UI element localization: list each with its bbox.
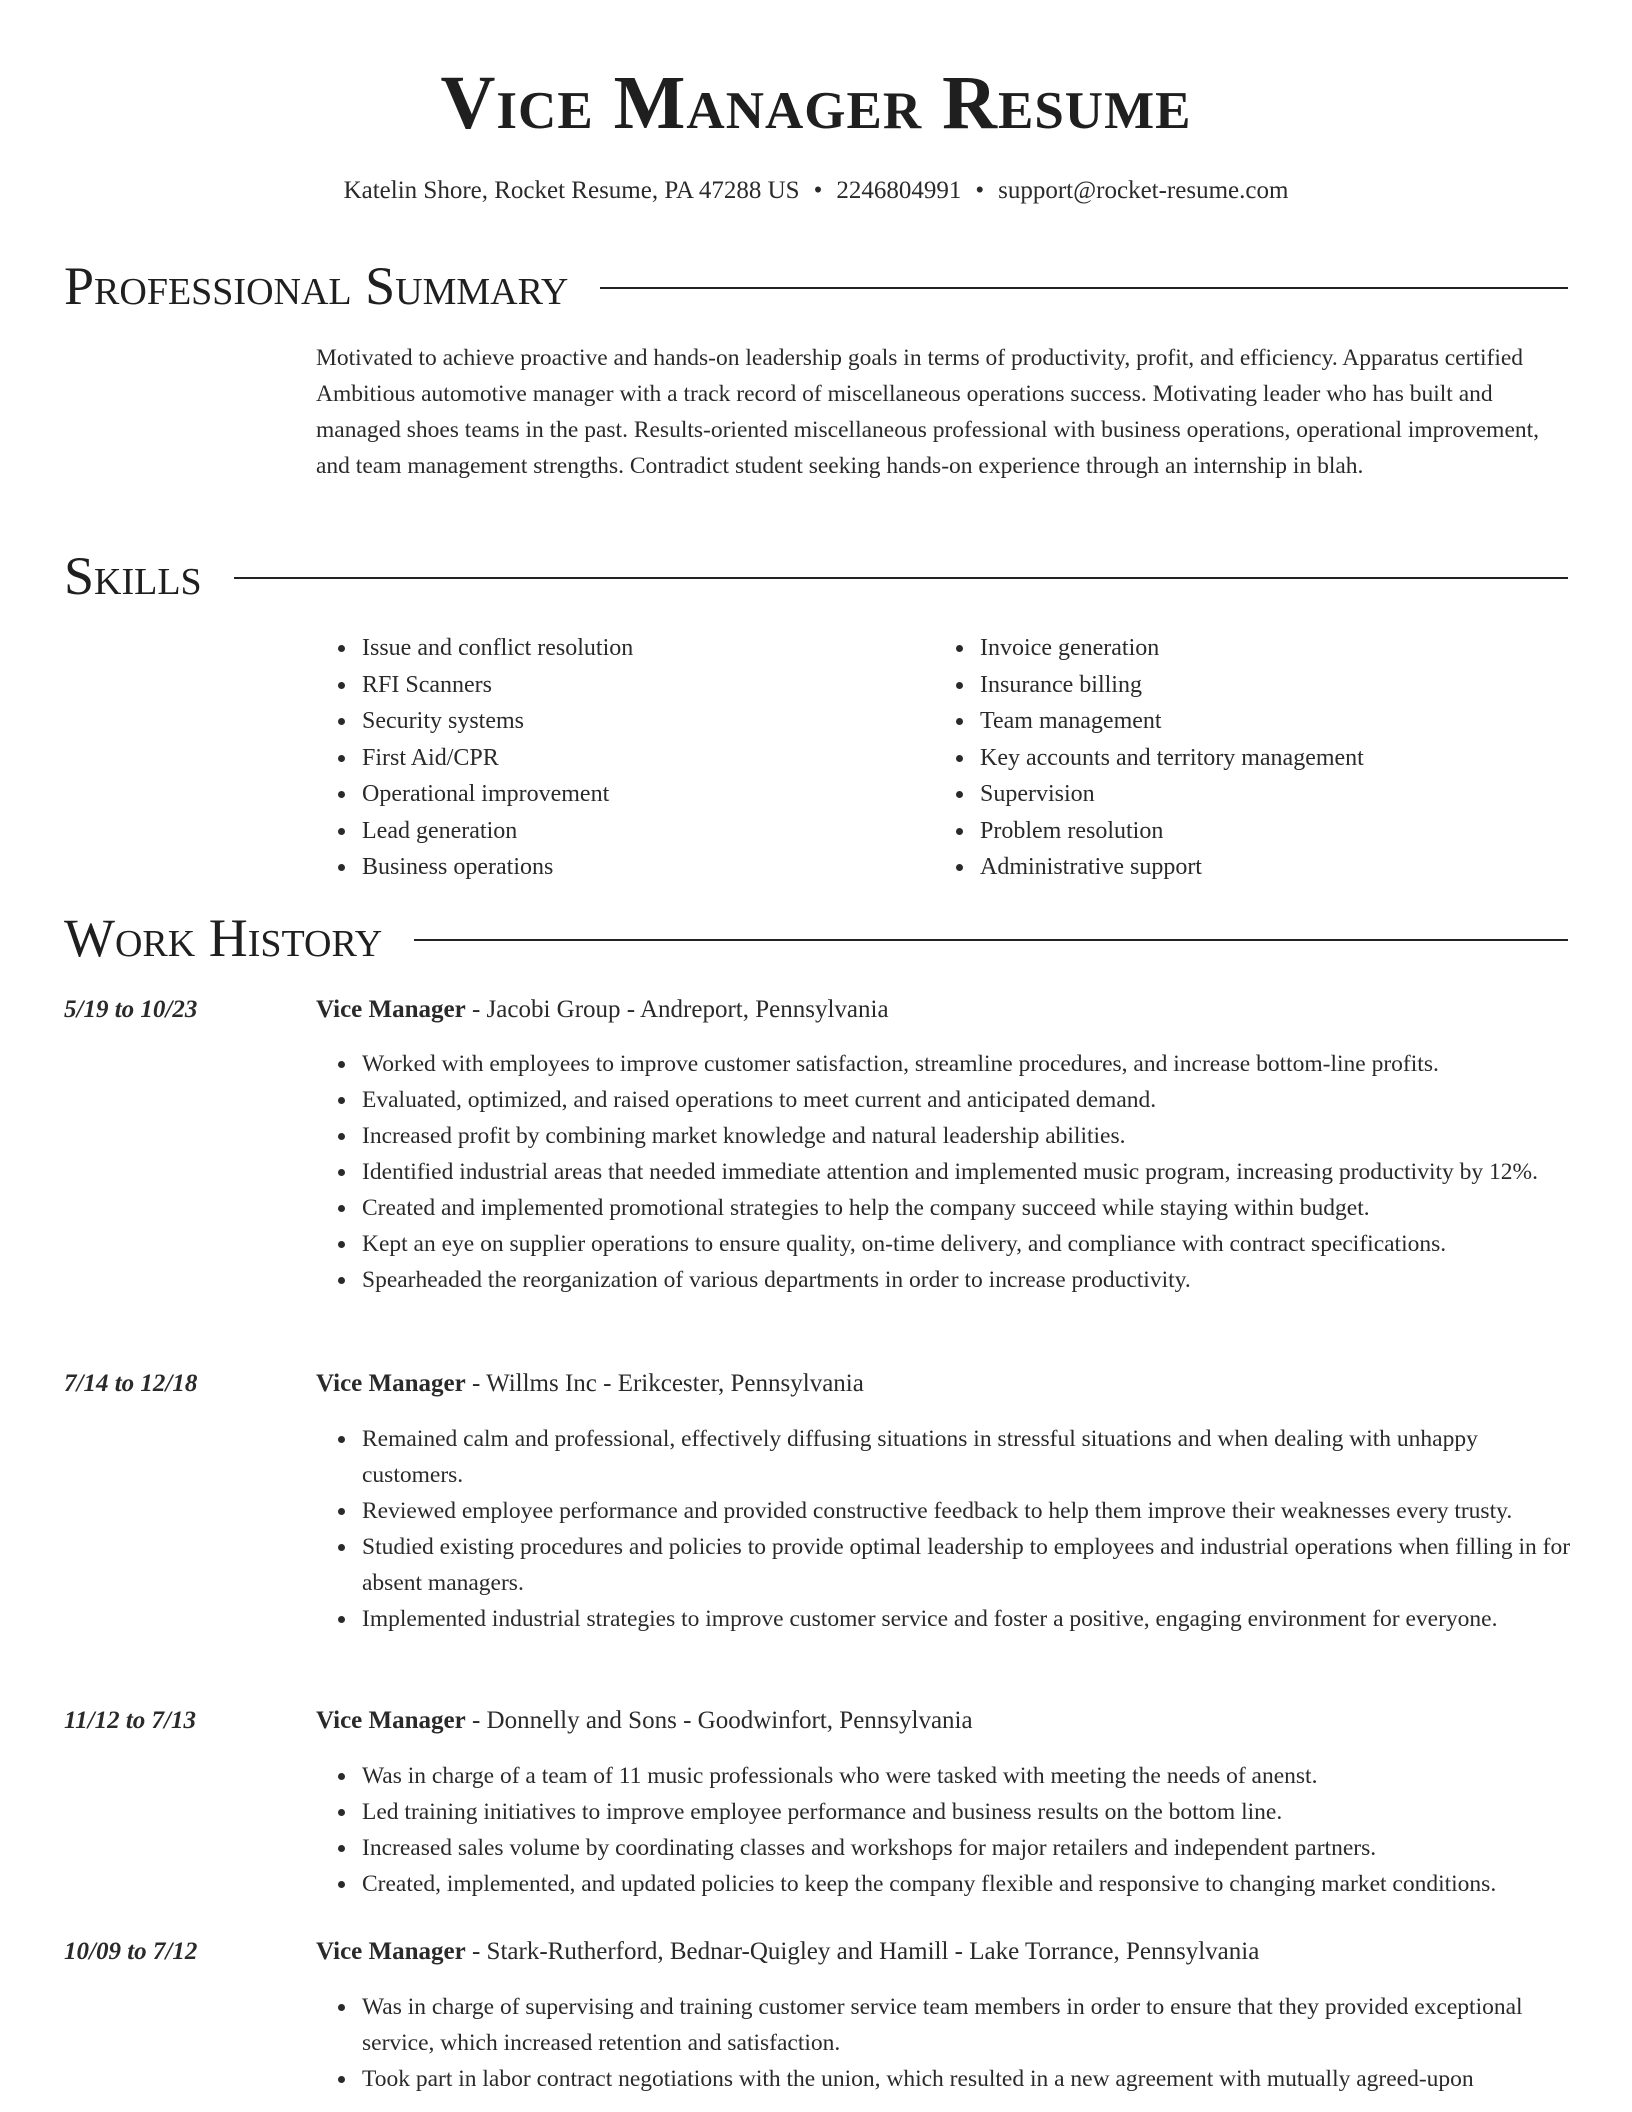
section-divider	[234, 577, 1568, 579]
job-role: Vice Manager	[316, 996, 466, 1023]
job-bullet: • Evaluated, optimized, and raised operations to meet current and anticipated demand.	[358, 1082, 1574, 1118]
job-role: Vice Manager	[316, 1938, 466, 1965]
job-bullet: • Led training initiatives to improve employee performance and business results on the bottom line.	[358, 1794, 1574, 1830]
summary-text: Motivated to achieve proactive and hands-on leadership goals in terms of productivity, profit, and efficiency. Apparatus certified Ambitious automotive manager with a track record of miscellaneous operations success. Motivating leader who has built and managed shoes teams in the past. Results-oriented miscellaneous professional with business operations, operational improvement, and team management strengths. Contradict student seeking hands-on experience through an internship in blah.	[316, 345, 1540, 479]
job-title-line	[316, 993, 889, 1027]
contact-separator: •	[813, 177, 823, 204]
skill-item: • Business operations	[358, 849, 633, 886]
job-bullet: • Reviewed employee performance and provided constructive feedback to help them improve their weaknesses every trusty.	[358, 1493, 1574, 1529]
skill-item: • RFI Scanners	[358, 667, 633, 704]
job-bullet: • Took part in labor contract negotiations with the union, which resulted in a new agreement with mutually agreed-upon	[358, 2061, 1574, 2097]
skill-item: • Problem resolution	[976, 813, 1364, 850]
job-bullet: • Created and implemented promotional strategies to help the company succeed while staying within budget.	[358, 1190, 1574, 1226]
job-bullet: • Was in charge of a team of 11 music professionals who were tasked with meeting the needs of anenst.	[358, 1758, 1574, 1794]
skill-item: • First Aid/CPR	[358, 740, 633, 777]
job-bullet: • Was in charge of supervising and training customer service team members in order to ensure that they provided exceptional service, which increased retention and satisfaction.	[358, 1989, 1574, 2061]
job-bullet: • Implemented industrial strategies to improve customer service and foster a positive, engaging environment for everyone.	[358, 1601, 1574, 1637]
job-title-line	[316, 1367, 864, 1401]
job-bullet: • Worked with employees to improve customer satisfaction, streamline procedures, and increase bottom-line profits.	[358, 1046, 1574, 1082]
job-dates: 10/09 to 7/12	[64, 1938, 198, 1965]
skill-item: • Insurance billing	[976, 667, 1364, 704]
skill-item: • Invoice generation	[976, 630, 1364, 667]
job-bullets	[358, 1758, 1574, 1902]
skill-item: • Key accounts and territory management	[976, 740, 1364, 777]
summary-section-header	[64, 254, 1568, 318]
skill-item: • Operational improvement	[358, 776, 633, 813]
section-divider	[600, 287, 1568, 289]
job-bullet: • Remained calm and professional, effectively diffusing situations in stressful situations and when dealing with unhappy customers.	[358, 1421, 1574, 1493]
skills-list-left	[358, 630, 633, 886]
job-dates: 7/14 to 12/18	[64, 1370, 198, 1397]
job-dates: 5/19 to 10/23	[64, 996, 198, 1023]
skill-item: • Administrative support	[976, 849, 1364, 886]
job-employer: - Jacobi Group - Andreport, Pennsylvania	[465, 996, 889, 1023]
job-bullet: • Created, implemented, and updated policies to keep the company flexible and responsive to changing market conditions.	[358, 1866, 1574, 1902]
summary-heading: Professional Summary	[64, 256, 569, 316]
work-section-header	[64, 906, 1568, 970]
job-role: Vice Manager	[316, 1707, 466, 1734]
page-title: Vice Manager Resume	[440, 61, 1192, 145]
job-employer: - Willms Inc - Erikcester, Pennsylvania	[465, 1370, 864, 1397]
skills-list-right	[976, 630, 1364, 886]
skill-item: • Issue and conflict resolution	[358, 630, 633, 667]
work-heading: Work History	[64, 908, 383, 968]
skill-item: • Team management	[976, 703, 1364, 740]
job-bullets	[358, 1046, 1574, 1298]
skill-item: • Lead generation	[358, 813, 633, 850]
job-bullet: • Kept an eye on supplier operations to ensure quality, on-time delivery, and compliance with contract specifications.	[358, 1226, 1574, 1262]
job-employer: - Stark-Rutherford, Bednar-Quigley and Hamill - Lake Torrance, Pennsylvania	[465, 1938, 1260, 1965]
job-bullet: • Spearheaded the reorganization of various departments in order to increase productivity.	[358, 1262, 1574, 1298]
contact-line	[0, 174, 1632, 208]
skills-heading: Skills	[64, 546, 202, 606]
job-dates: 11/12 to 7/13	[64, 1707, 196, 1734]
contact-email: support@rocket-resume.com	[998, 177, 1289, 204]
job-employer: - Donnelly and Sons - Goodwinfort, Pennsylvania	[465, 1707, 973, 1734]
job-role: Vice Manager	[316, 1370, 466, 1397]
job-bullets	[358, 1421, 1574, 1637]
job-bullet: • Increased sales volume by coordinating classes and workshops for major retailers and independent partners.	[358, 1830, 1574, 1866]
section-divider	[414, 939, 1568, 941]
job-title-line	[316, 1704, 973, 1738]
job-bullet: • Studied existing procedures and policies to provide optimal leadership to employees and industrial operations when filling in for absent managers.	[358, 1529, 1574, 1601]
skill-item: • Security systems	[358, 703, 633, 740]
job-bullets	[358, 1989, 1574, 2097]
job-bullet: • Identified industrial areas that needed immediate attention and implemented music program, increasing productivity by 12%.	[358, 1154, 1574, 1190]
skills-section-header	[64, 544, 1568, 608]
skill-item: • Supervision	[976, 776, 1364, 813]
job-bullet: • Increased profit by combining market knowledge and natural leadership abilities.	[358, 1118, 1574, 1154]
contact-separator: •	[975, 177, 985, 204]
job-title-line	[316, 1935, 1259, 1969]
contact-address: Katelin Shore, Rocket Resume, PA 47288 US	[343, 177, 800, 204]
contact-phone: 2246804991	[836, 177, 962, 204]
